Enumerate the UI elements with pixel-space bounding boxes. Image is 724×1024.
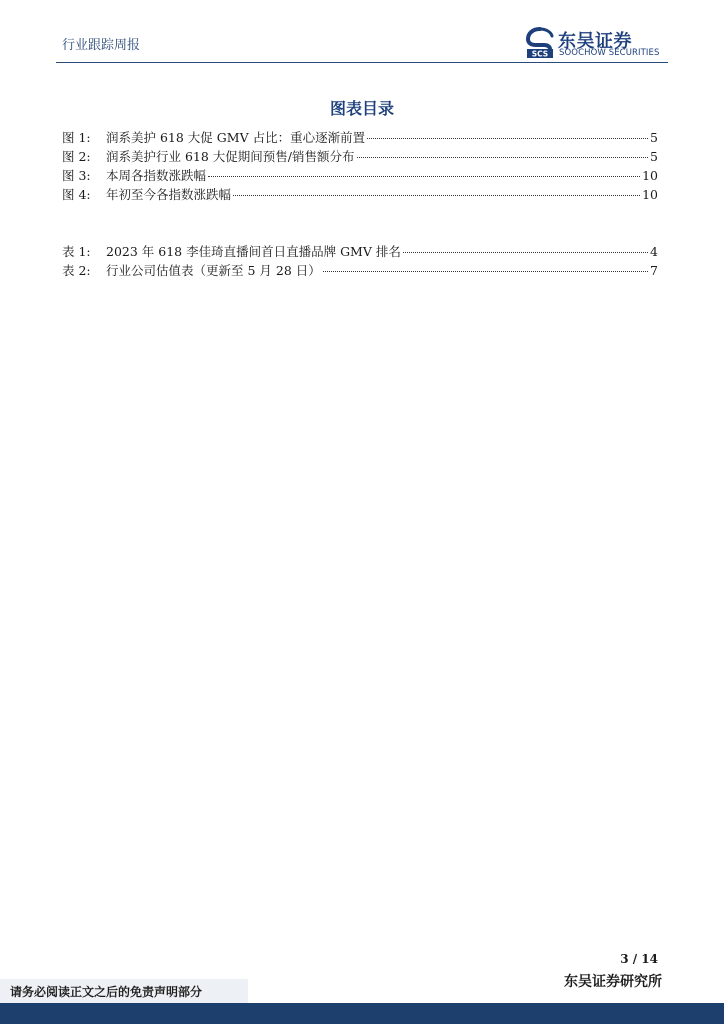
- toc-figure-list: [62, 128, 658, 204]
- toc-table-list: [62, 242, 658, 280]
- soochow-logo-icon: [526, 27, 554, 59]
- toc-figure-entry[interactable]: [62, 166, 658, 185]
- toc-figure-entry[interactable]: [62, 185, 658, 204]
- logo-name-cn: 东吴证券: [558, 31, 632, 52]
- toc-table-entry-label: 表 2:: [62, 263, 91, 278]
- toc-figure-entry-page: 10: [642, 187, 658, 202]
- dot-leader: [357, 157, 649, 158]
- logo-mark-text: SCS: [531, 49, 549, 59]
- toc-table-entry-title: 行业公司估值表（更新至 5 月 28 日）: [106, 263, 321, 278]
- toc-figure-entry[interactable]: [62, 128, 658, 147]
- dot-leader: [403, 252, 648, 253]
- toc-table-entry-title: 2023 年 618 李佳琦直播间首日直播品牌 GMV 排名: [106, 244, 401, 259]
- toc-figure-entry[interactable]: [62, 147, 658, 166]
- toc-figure-entry-label: 图 1:: [62, 130, 91, 145]
- toc-figure-entry-label: 图 2:: [62, 149, 91, 164]
- toc-figure-entry-title: 润系美护行业 618 大促期间预售/销售额分布: [106, 149, 355, 164]
- footer-org-name: 东吴证券研究所: [564, 974, 662, 990]
- dot-leader: [367, 138, 648, 139]
- toc-figure-entry-title: 润系美护 618 大促 GMV 占比：重心逐渐前置: [106, 130, 366, 145]
- logo-name-en: SOOCHOW SECURITIES: [559, 48, 660, 58]
- toc-figure-entry-title: 年初至今各指数涨跌幅: [106, 187, 232, 202]
- dot-leader: [208, 176, 640, 177]
- report-type-label: 行业跟踪周报: [62, 38, 141, 53]
- toc-figure-entry-title: 本周各指数涨跌幅: [106, 168, 207, 183]
- footer-band: [0, 1003, 724, 1024]
- toc-title: 图表目录: [329, 99, 394, 118]
- toc-table-entry-label: 表 1:: [62, 244, 91, 259]
- toc-table-entry[interactable]: [62, 242, 658, 261]
- page-number: 3 / 14: [620, 952, 658, 966]
- soochow-logo: [526, 27, 670, 61]
- dot-leader: [233, 195, 640, 196]
- footer-disclaimer: 请务必阅读正文之后的免责声明部分: [0, 979, 248, 1003]
- toc-table-entry[interactable]: [62, 261, 658, 280]
- header-divider: [56, 62, 668, 63]
- toc-figure-entry-page: 5: [650, 149, 658, 164]
- toc-figure-entry-page: 5: [650, 130, 658, 145]
- dot-leader: [323, 271, 648, 272]
- toc-figure-entry-label: 图 4:: [62, 187, 91, 202]
- toc-table-entry-page: 7: [650, 263, 658, 278]
- toc-table-entry-page: 4: [650, 244, 658, 259]
- toc-figure-entry-label: 图 3:: [62, 168, 91, 183]
- toc-figure-entry-page: 10: [642, 168, 658, 183]
